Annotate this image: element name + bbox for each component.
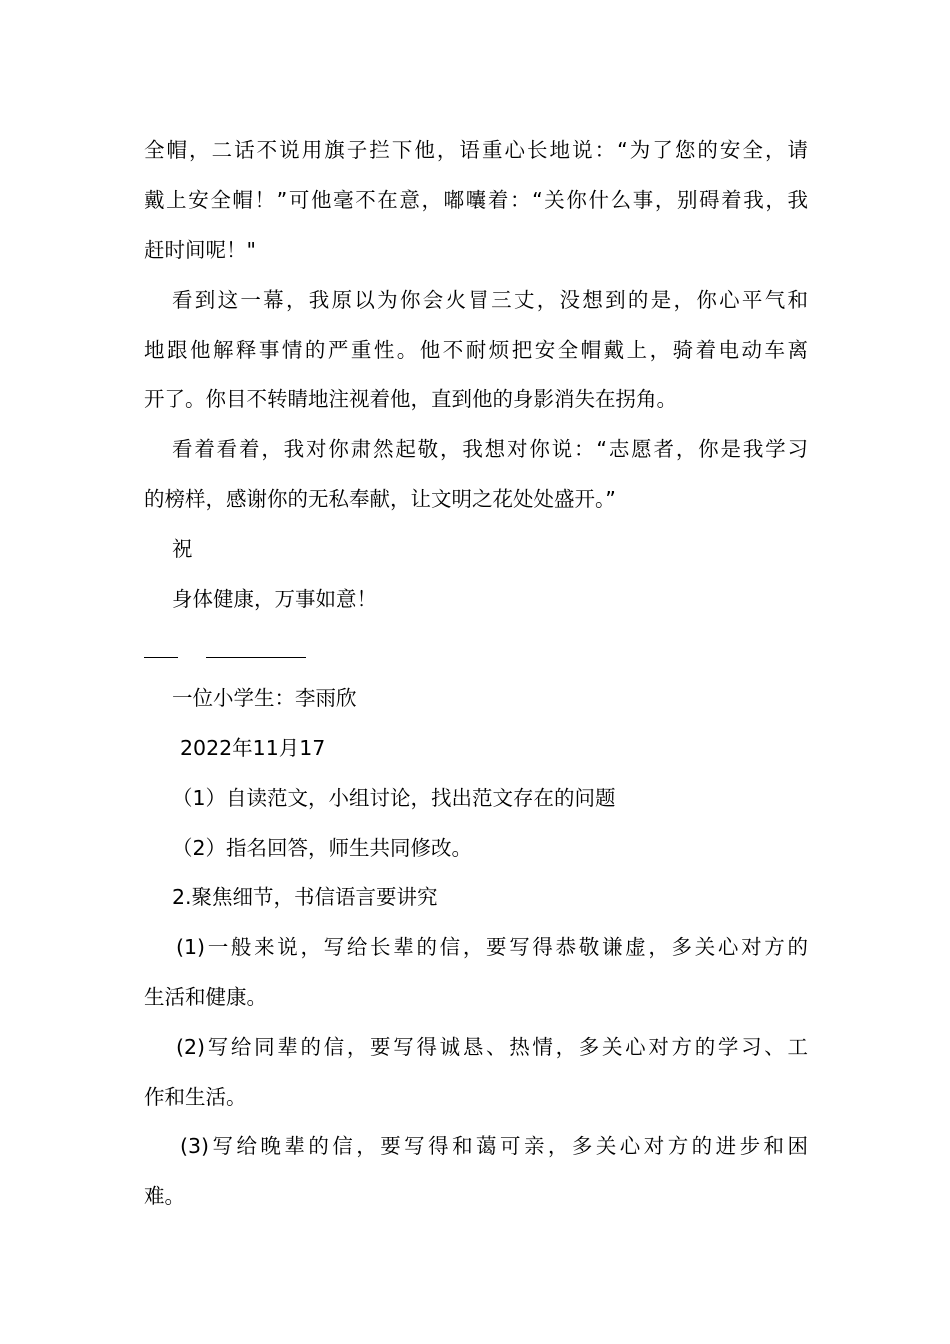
signature-blank-long [206, 657, 306, 658]
paragraph-1-line-3: 赶时间呢！" [144, 238, 256, 262]
letter-date: 2022年11月17 [180, 736, 326, 760]
paragraph-3-line-1: 看着看着，我对你肃然起敬，我想对你说：“志愿者，你是我学习 [172, 437, 808, 461]
point-2-line-2: 作和生活。 [144, 1085, 247, 1109]
task-item-2: （2）指名回答，师生共同修改。 [172, 836, 473, 860]
task-item-1: （1）自读范文，小组讨论，找出范文存在的问题 [172, 786, 616, 810]
paragraph-1-line-1: 全帽，二话不说用旗子拦下他，语重心长地说：“为了您的安全，请 [144, 138, 808, 162]
paragraph-2-line-1: 看到这一幕，我原以为你会火冒三丈，没想到的是，你心平气和 [172, 288, 808, 312]
point-3-line-2: 难。 [144, 1184, 185, 1208]
signature-blank-short [144, 657, 178, 658]
signature: 一位小学生：李雨欣 [172, 686, 357, 710]
paragraph-2-line-2: 地跟他解释事情的严重性。他不耐烦把安全帽戴上，骑着电动车离 [144, 338, 808, 362]
point-2-line-1: (2)写给同辈的信，要写得诚恳、热情，多关心对方的学习、工 [176, 1035, 808, 1059]
paragraph-1-line-2: 戴上安全帽！”可他毫不在意，嘟囔着：“关你什么事，别碍着我，我 [144, 188, 808, 212]
closing-blessing: 身体健康，万事如意！ [172, 587, 377, 611]
point-3-line-1: (3)写给晚辈的信，要写得和蔼可亲，多关心对方的进步和困 [180, 1134, 808, 1158]
point-1-line-2: 生活和健康。 [144, 985, 267, 1009]
point-1-line-1: (1)一般来说，写给长辈的信，要写得恭敬谦虚，多关心对方的 [176, 935, 808, 959]
section-2-heading: 2.聚焦细节，书信语言要讲究 [172, 885, 438, 909]
closing-wish: 祝 [172, 537, 193, 561]
paragraph-3-line-2: 的榜样，感谢你的无私奉献，让文明之花处处盛开。” [144, 487, 616, 511]
paragraph-2-line-3: 开了。你目不转睛地注视着他，直到他的身影消失在拐角。 [144, 387, 677, 411]
